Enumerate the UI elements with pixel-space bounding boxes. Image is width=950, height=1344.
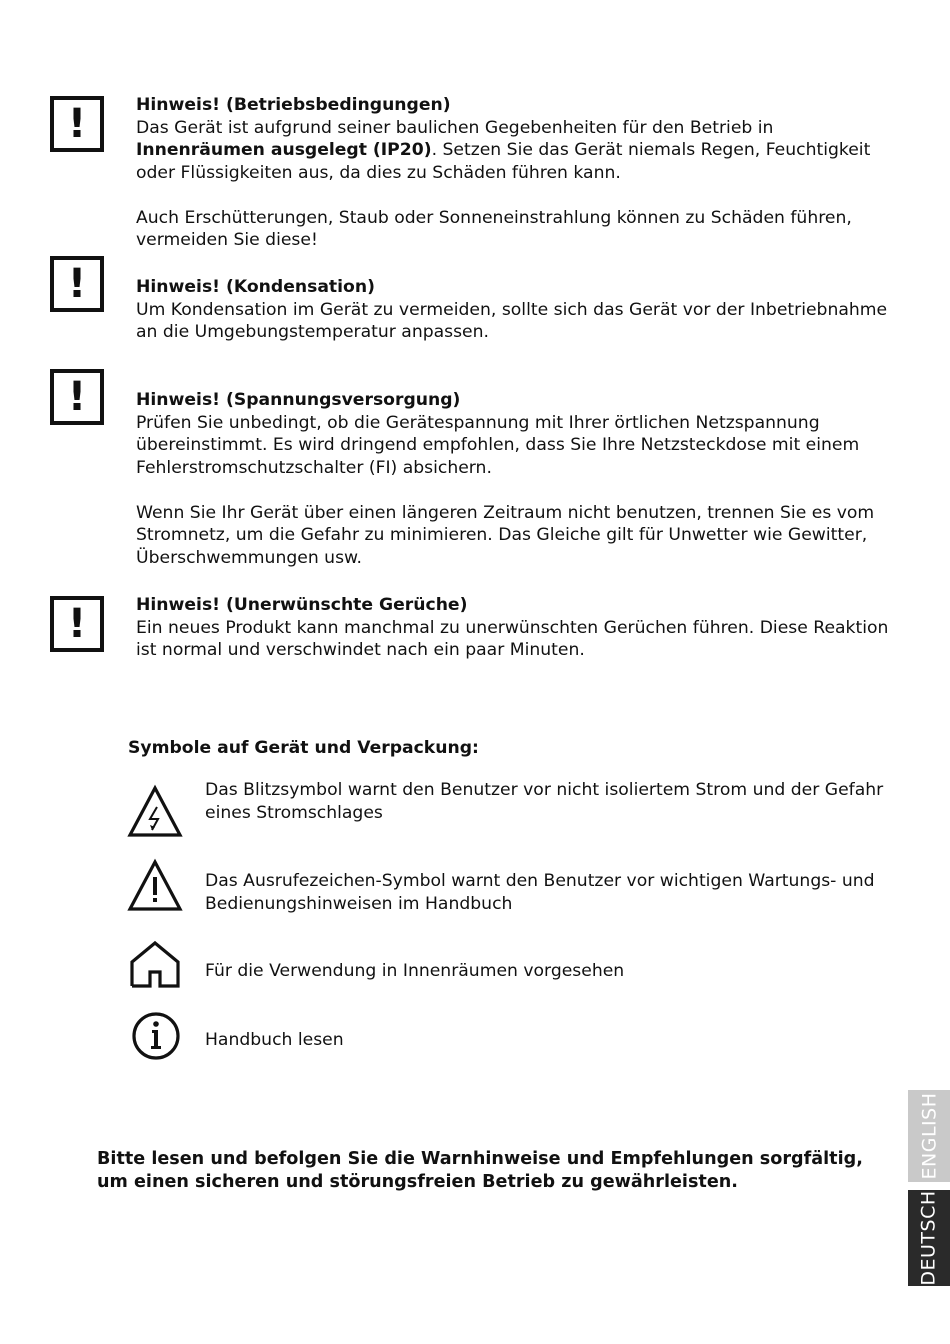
tab-deutsch-label: DEUTSCH bbox=[918, 1190, 941, 1286]
notice-paragraph: Ein neues Produkt kann manchmal zu unerwünschten Gerüchen führen. Diese Reaktion ist normal und verschwindet nach ein paar Minuten. bbox=[136, 617, 889, 660]
lightning-warning-icon bbox=[127, 784, 183, 838]
notice-body bbox=[136, 94, 896, 252]
notice-paragraph: Das Gerät ist aufgrund seiner baulichen Gegebenheiten für den Betrieb in Innenräumen ausgelegt (IP20). Setzen Sie das Gerät niemals Regen, Feuchtigkeit oder Flüssigkeiten aus, da dies zu Schäden führen kann. bbox=[136, 117, 871, 183]
notice-paragraph: Wenn Sie Ihr Gerät über einen längeren Zeitraum nicht benutzen, trennen Sie es vom Stromnetz, um die Gefahr zu minimieren. Das Gleiche gilt für Unwetter wie Gewitter, Überschwemmungen usw. bbox=[136, 502, 875, 568]
tab-english[interactable] bbox=[908, 1090, 950, 1182]
notice-paragraph: Um Kondensation im Gerät zu vermeiden, sollte sich das Gerät vor der Inbetriebnahme an die Umgebungstemperatur anpassen. bbox=[136, 299, 888, 342]
tab-deutsch[interactable] bbox=[908, 1190, 950, 1286]
house-icon bbox=[127, 940, 183, 990]
notice-paragraph: Prüfen Sie unbedingt, ob die Gerätespannung mit Ihrer örtlichen Netzspannung übereinstimmt. Es wird dringend empfohlen, dass Sie Ihre Netzsteckdose mit einem Fehlerstromschutzschalter (FI) absichern. bbox=[136, 412, 860, 478]
info-icon bbox=[127, 1009, 183, 1063]
exclamation-box-icon: ! bbox=[50, 256, 104, 312]
exclamation-warning-icon bbox=[127, 858, 183, 912]
notice-title: Hinweis! (Spannungsversorgung) bbox=[136, 390, 461, 410]
closing-instruction: Bitte lesen und befolgen Sie die Warnhinweise und Empfehlungen sorgfältig, um einen sicheren und störungsfreien Betrieb zu gewährleisten. bbox=[97, 1149, 863, 1192]
notice-body bbox=[136, 389, 896, 569]
symbol-description: Das Ausrufezeichen-Symbol warnt den Benutzer vor wichtigen Wartungs- und Bedienungshinweisen im Handbuch bbox=[205, 871, 875, 914]
notice-title: Hinweis! (Betriebsbedingungen) bbox=[136, 95, 451, 115]
symbol-description: Handbuch lesen bbox=[205, 1030, 344, 1050]
exclamation-box-icon: ! bbox=[50, 96, 104, 152]
notice-title: Hinweis! (Kondensation) bbox=[136, 277, 375, 297]
exclamation-box-icon: ! bbox=[50, 596, 104, 652]
notice-title: Hinweis! (Unerwünschte Gerüche) bbox=[136, 595, 468, 615]
notice-paragraph: Auch Erschütterungen, Staub oder Sonneneinstrahlung können zu Schäden führen, vermeiden Sie diese! bbox=[136, 207, 852, 250]
symbol-description: Für die Verwendung in Innenräumen vorgesehen bbox=[205, 961, 625, 981]
tab-english-label: ENGLISH bbox=[918, 1092, 941, 1180]
notice-body bbox=[136, 594, 896, 662]
exclamation-box-icon: ! bbox=[50, 369, 104, 425]
symbols-heading: Symbole auf Gerät und Verpackung: bbox=[128, 738, 479, 758]
symbol-description: Das Blitzsymbol warnt den Benutzer vor nicht isoliertem Strom und der Gefahr eines Stromschlages bbox=[205, 780, 884, 823]
notice-body bbox=[136, 276, 896, 344]
